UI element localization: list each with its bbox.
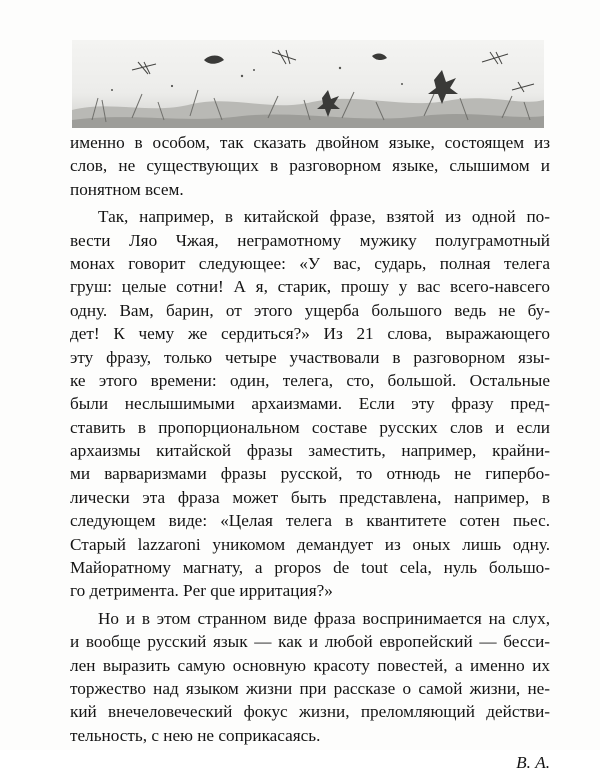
text-line: Старый lazzaroni уникомом демандует из оных лишь одну. bbox=[70, 534, 550, 554]
text-line: груш: целые сотни! А я, старик, прошу у вас всего-навсего bbox=[70, 277, 550, 297]
body-text bbox=[70, 131, 550, 775]
text-line: вести Ляо Чжая, неграмотному мужику полуграмотный bbox=[70, 230, 550, 250]
text-line: Но и в этом странном виде фраза воспринимается на слух, bbox=[98, 608, 550, 628]
text-line: ми варваризмами фразы русской, то отнюдь не гипербо- bbox=[70, 464, 550, 484]
text-line: слов, не существующих в разговорном языке, слышимом и bbox=[70, 156, 550, 176]
text-line: монах говорит следующее: «У вас, сударь, полная телега bbox=[70, 253, 550, 273]
header-illustration bbox=[72, 40, 544, 128]
text-line: архаизмы китайской фразы заместить, например, крайни- bbox=[70, 441, 550, 461]
paragraph-3 bbox=[70, 607, 550, 747]
paragraph-2 bbox=[70, 205, 550, 603]
text-line: следующем виде: «Целая телега в квантитете сотен пьес. bbox=[70, 511, 550, 531]
text-line: лен выразить самую основную красоту повестей, а именно их bbox=[70, 655, 550, 675]
author-signature: В. А. bbox=[516, 753, 550, 773]
text-line: Майоратному магнату, а propos de tout cela, нуль большо- bbox=[70, 558, 550, 578]
paragraph-1 bbox=[70, 131, 550, 201]
text-line: торжество над языком жизни при рассказе о самой жизни, не- bbox=[70, 678, 550, 698]
text-line: именно в особом, так сказать двойном языке, состоящем из bbox=[70, 133, 550, 152]
text-line: одну. Вам, барин, от этого ущерба большого ведь не бу- bbox=[70, 300, 550, 320]
ink-sketch-image bbox=[72, 40, 544, 128]
text-line: понятном всем. bbox=[70, 179, 184, 199]
text-line: ставить в пропорциональном составе русских слов и если bbox=[70, 417, 550, 437]
text-line: ке этого времени: один, телега, сто, большой. Остальные bbox=[70, 370, 550, 390]
text-line: тельность, с нею не соприкасаясь. bbox=[70, 725, 321, 745]
text-line: эту фразу, только четыре участвовали в разговорном язы- bbox=[70, 347, 550, 367]
text-line: были неслышимыми архаизмами. Если эту фразу пред- bbox=[70, 394, 550, 414]
text-line: дет! К чему же сердиться?» Из 21 слова, выражающего bbox=[70, 324, 550, 344]
text-line: Так, например, в китайской фразе, взятой из одной по- bbox=[98, 207, 550, 227]
text-line: кий внечеловеческий фокус жизни, преломляющий действи- bbox=[70, 702, 550, 722]
text-line: го детримента. Per que ирритация?» bbox=[70, 581, 333, 601]
text-line: и вообще русский язык — как и любой европейский — бесси- bbox=[70, 632, 550, 652]
text-line: лически эта фраза может быть представлена, например, в bbox=[70, 487, 550, 507]
